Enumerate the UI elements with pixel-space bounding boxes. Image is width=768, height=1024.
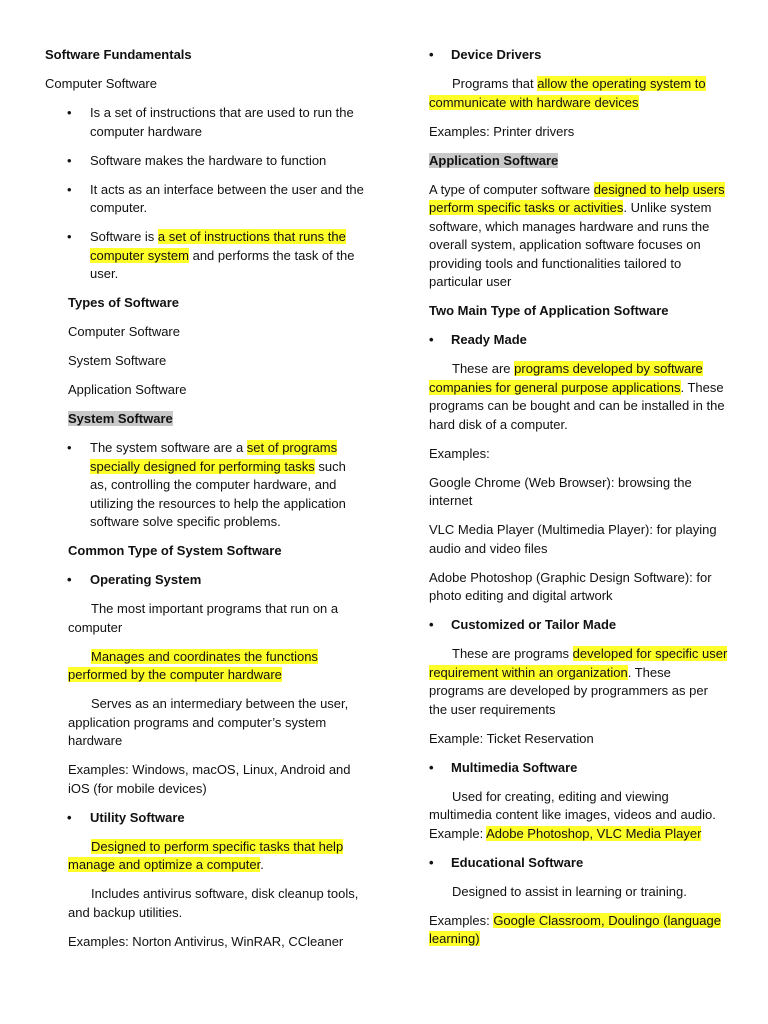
application-software-heading: Application Software [429, 152, 559, 168]
highlighted-text: programs developed by software companies for general purpose applications [429, 361, 703, 395]
highlighted-text: Adobe Photoshop, VLC Media Player [486, 825, 702, 841]
list-item: • Software is a set of instructions that runs the computer system and performs the task of the user. [67, 229, 355, 281]
paragraph: Examples: [429, 445, 490, 461]
paragraph: Used for creating, editing and viewing multimedia content like images, videos and audio. Example: Adobe Photoshop, VLC Media Player [429, 788, 716, 841]
paragraph: Includes antivirus software, disk cleanup tools, and backup utilities. [68, 886, 359, 920]
bullet-icon: • [429, 47, 434, 62]
highlighted-text: developed for specific user requirement within an organization [429, 646, 728, 680]
common-types-heading: Common Type of System Software [68, 543, 282, 558]
highlighted-text: set of programs specially designed for performing tasks [90, 440, 338, 474]
bullet-icon: • [429, 617, 434, 632]
list-item: • Customized or Tailor Made [429, 616, 729, 635]
highlighted-text: allow the operating system to communicate with hardware devices [429, 76, 706, 110]
paragraph: Examples: Windows, macOS, Linux, Android and iOS (for mobile devices) [68, 762, 351, 796]
paragraph: Google Chrome (Web Browser): browsing the internet [429, 474, 692, 508]
list-item: • Operating System [45, 571, 365, 590]
right-column [429, 46, 729, 959]
bullet-icon: • [429, 332, 434, 347]
bullet-icon: • [429, 854, 434, 870]
paragraph: Designed to assist in learning or training. [452, 883, 687, 899]
paragraph [68, 648, 365, 685]
paragraph: These are programs developed for specific user requirement within an organization. These programs are developed by programmers as per the user requirements [429, 646, 728, 717]
paragraph: A type of computer software designed to help users perform specific tasks or activities. Unlike system software, which manages hardware and runs the overall system, application software focuses on providing tools and functionalities tailored to particular user [429, 181, 725, 289]
bullet-icon: • [67, 181, 72, 197]
type-item: Computer Software [68, 324, 180, 339]
paragraph: The most important programs that run on a computer [68, 601, 339, 635]
paragraph: Programs that allow the operating system to communicate with hardware devices [429, 76, 706, 110]
two-main-types-heading: Two Main Type of Application Software [429, 303, 669, 318]
list-item: • Device Drivers [429, 46, 729, 65]
system-software-heading: System Software [68, 411, 173, 426]
bullet-icon: • [67, 152, 72, 168]
bullet-icon: • [67, 105, 72, 120]
bullet-icon: • [67, 229, 72, 244]
paragraph: Serves as an intermediary between the user, application programs and computer’s system hardware [68, 696, 349, 748]
types-heading: Types of Software [68, 295, 180, 310]
highlighted-text: a set of instructions that runs the computer system [90, 229, 346, 263]
type-item: System Software [68, 353, 167, 368]
bullet-icon: • [67, 440, 72, 455]
document-title: Software Fundamentals [45, 47, 192, 62]
list-item: • Is a set of instructions that are used to run the computer hardware [67, 105, 354, 139]
paragraph: Examples: Printer drivers [429, 123, 575, 139]
list-item: • It acts as an interface between the user and the computer. [67, 181, 364, 215]
paragraph: Designed to perform specific tasks that help manage and optimize a computer. [68, 838, 344, 872]
highlighted-text: Manages and coordinates the functions performed by the computer hardware [68, 648, 318, 682]
paragraph: Adobe Photoshop (Graphic Design Software): for photo editing and digital artwork [429, 569, 712, 603]
bullet-icon: • [429, 759, 434, 775]
list-item: • Multimedia Software [429, 759, 729, 778]
list-item: • Software makes the hardware to function [45, 152, 365, 171]
highlighted-text: Designed to perform specific tasks that help manage and optimize a computer [68, 838, 344, 872]
list-item: • The system software are a set of programs specially designed for performing tasks such as, controlling the computer hardware, and utilizing the resources to help the application software solve specific problems. [67, 440, 346, 529]
highlighted-text: designed to help users perform specific tasks or activities [429, 181, 725, 215]
list-item: • Educational Software [429, 854, 729, 873]
paragraph: Example: Ticket Reservation [429, 730, 594, 746]
list-item: • Utility Software [45, 809, 365, 828]
document-subtitle: Computer Software [45, 76, 157, 91]
left-column [45, 46, 365, 962]
highlighted-text: Google Classroom, Doulingo (language learning) [429, 912, 721, 946]
bullet-icon: • [67, 572, 72, 587]
paragraph: Examples: Norton Antivirus, WinRAR, CCleaner [68, 933, 344, 949]
list-item: • Ready Made [429, 331, 729, 350]
paragraph: These are programs developed by software companies for general purpose applications. These programs can be bought and can be installed in the hard disk of a computer. [429, 361, 725, 432]
type-item: Application Software [68, 382, 187, 397]
bullet-icon: • [67, 809, 72, 825]
paragraph: Examples: Google Classroom, Doulingo (language learning) [429, 912, 721, 946]
paragraph: VLC Media Player (Multimedia Player): for playing audio and video files [429, 522, 717, 556]
